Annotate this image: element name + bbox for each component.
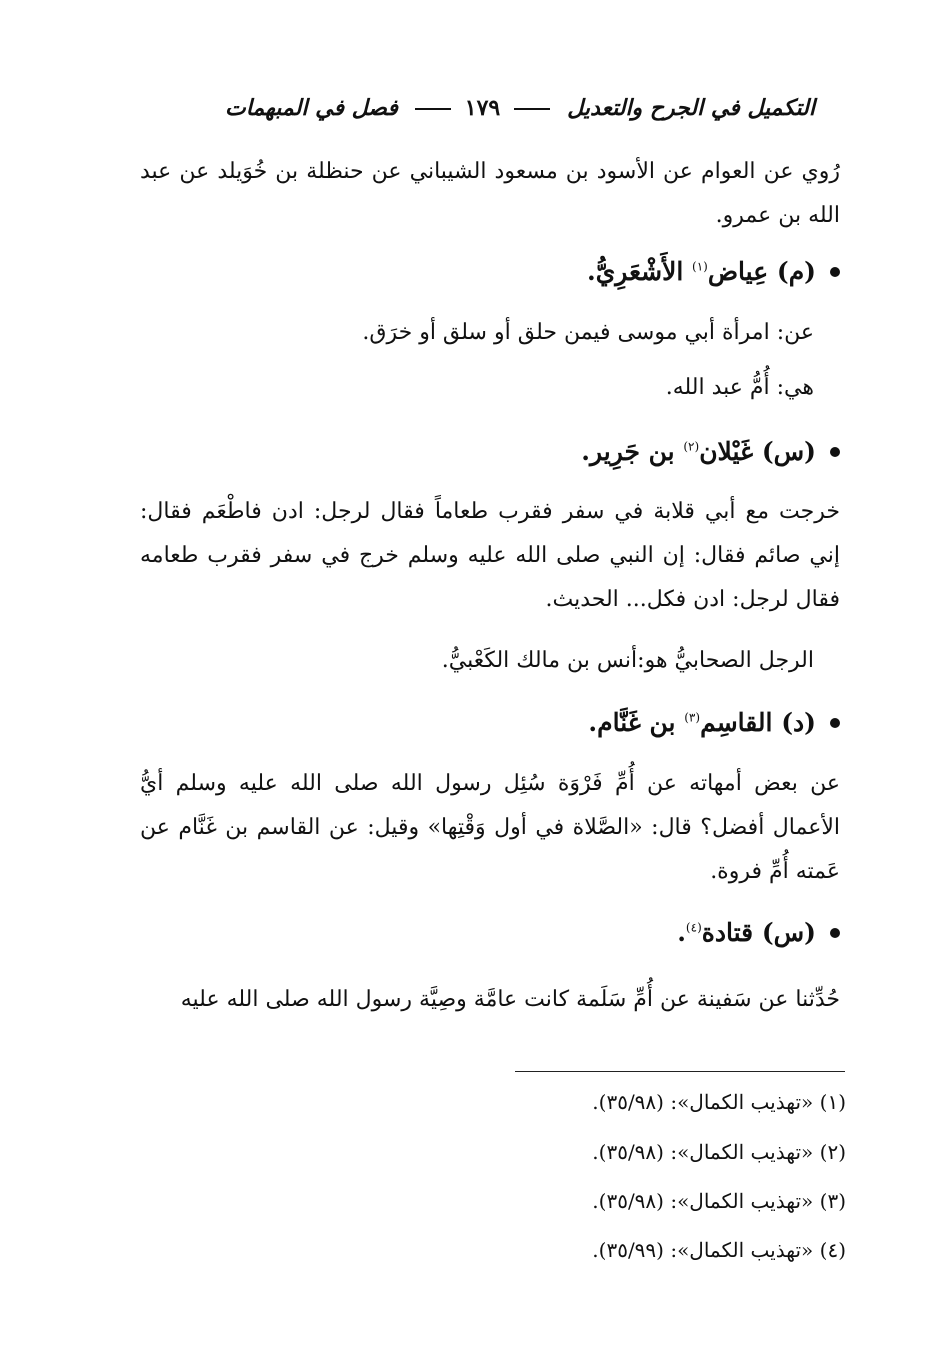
entry-heading-ghaylan: [581, 437, 840, 466]
footnote-ref: (٣): [684, 710, 701, 725]
header-section-title: فصل في المبهمات: [225, 95, 398, 121]
entry-iyad-line-an: عن: امرأة أبي موسى فيمن حلق أو سلق أو خرَق.: [362, 320, 814, 345]
paragraph-intro: رُوي عن العوام عن الأسود بن مسعود الشيباني عن حنظلة بن خُوَيلد عن عبد الله بن عمرو.: [140, 159, 840, 228]
entry-ghaylan-companion-line: الرجل الصحابيُّ هو:أنس بن مالك الكَعْبيُّ.: [441, 648, 814, 673]
footnote-3: (٣) «تهذيب الكمال»: (٣٥/٩٨).: [592, 1189, 846, 1213]
entry-name: عِياض: [707, 257, 769, 286]
footnote-2: (٢) «تهذيب الكمال»: (٣٥/٩٨).: [592, 1140, 846, 1164]
entry-qasim-paragraph: عن بعض أمهاته عن أُمِّ فَرْوَة سُئِل رسول الله صلى الله عليه وسلم أيُّ الأعمال أفضل؟ قال: «الصَّلاة في أول وَقْتِها» وقيل: عن القاسم بن غَنَّام عن عَمته أُمِّ فروة.: [140, 771, 840, 884]
header-book-title: التكميل في الجرح والتعديل: [567, 95, 815, 121]
header-center: [409, 95, 556, 121]
entry-name: غَيْلان: [699, 437, 754, 466]
footnote-ref: (١): [692, 259, 708, 274]
header-dash-left: [415, 108, 451, 110]
entry-symbol: (س): [761, 437, 816, 466]
entry-symbol: (س): [761, 918, 816, 947]
bullet-icon: [830, 928, 840, 938]
entry-suffix: الأَشْعَرِيُّ.: [587, 257, 684, 286]
entry-suffix: بن غَنَّام.: [588, 708, 676, 737]
entry-text: [581, 437, 816, 466]
entry-symbol: (د): [781, 708, 816, 737]
entry-heading-iyad: [587, 257, 840, 286]
entry-name: قتادة: [701, 918, 754, 947]
bullet-icon: [830, 447, 840, 457]
entry-ghaylan-paragraph: خرجت مع أبي قلابة في سفر فقرب طعاماً فقال لرجل: ادن فاطْعَم فقال: إني صائم فقال: إن النبي صلى الله عليه وسلم خرج في سفر فقرب طعامه فقال لرجل: ادن فكل... الحديث.: [140, 499, 840, 612]
entry-iyad-line-hiya: هي: أُمُّ عبد الله.: [665, 375, 814, 400]
entry-text: [587, 257, 816, 286]
header-dash-right: [514, 108, 550, 110]
bullet-icon: [830, 718, 840, 728]
footnote-4: (٤) «تهذيب الكمال»: (٣٥/٩٩).: [592, 1238, 846, 1262]
bullet-icon: [830, 267, 840, 277]
entry-qatada-paragraph: حُدِّثنا عن سَفينة عن أُمِّ سَلَمة كانت عامَّة وصِيَّة رسول الله صلى الله عليه: [180, 987, 840, 1012]
page-number: ١٧٩: [464, 95, 501, 121]
running-header: [225, 88, 815, 128]
entry-name: القاسِم: [700, 708, 773, 737]
footnote-ref: (٤): [685, 920, 702, 935]
entry-symbol: (م): [776, 257, 816, 286]
entry-text: [588, 708, 816, 737]
entry-suffix: بن جَرِير.: [581, 437, 675, 466]
entry-text: [677, 918, 816, 947]
entry-suffix: .: [677, 918, 686, 947]
entry-heading-qasim: [588, 708, 840, 737]
footnote-1: (١) «تهذيب الكمال»: (٣٥/٩٨).: [592, 1090, 846, 1114]
footnote-separator: [515, 1071, 845, 1072]
entry-heading-qatada: [677, 918, 840, 947]
footnote-ref: (٢): [683, 439, 700, 454]
